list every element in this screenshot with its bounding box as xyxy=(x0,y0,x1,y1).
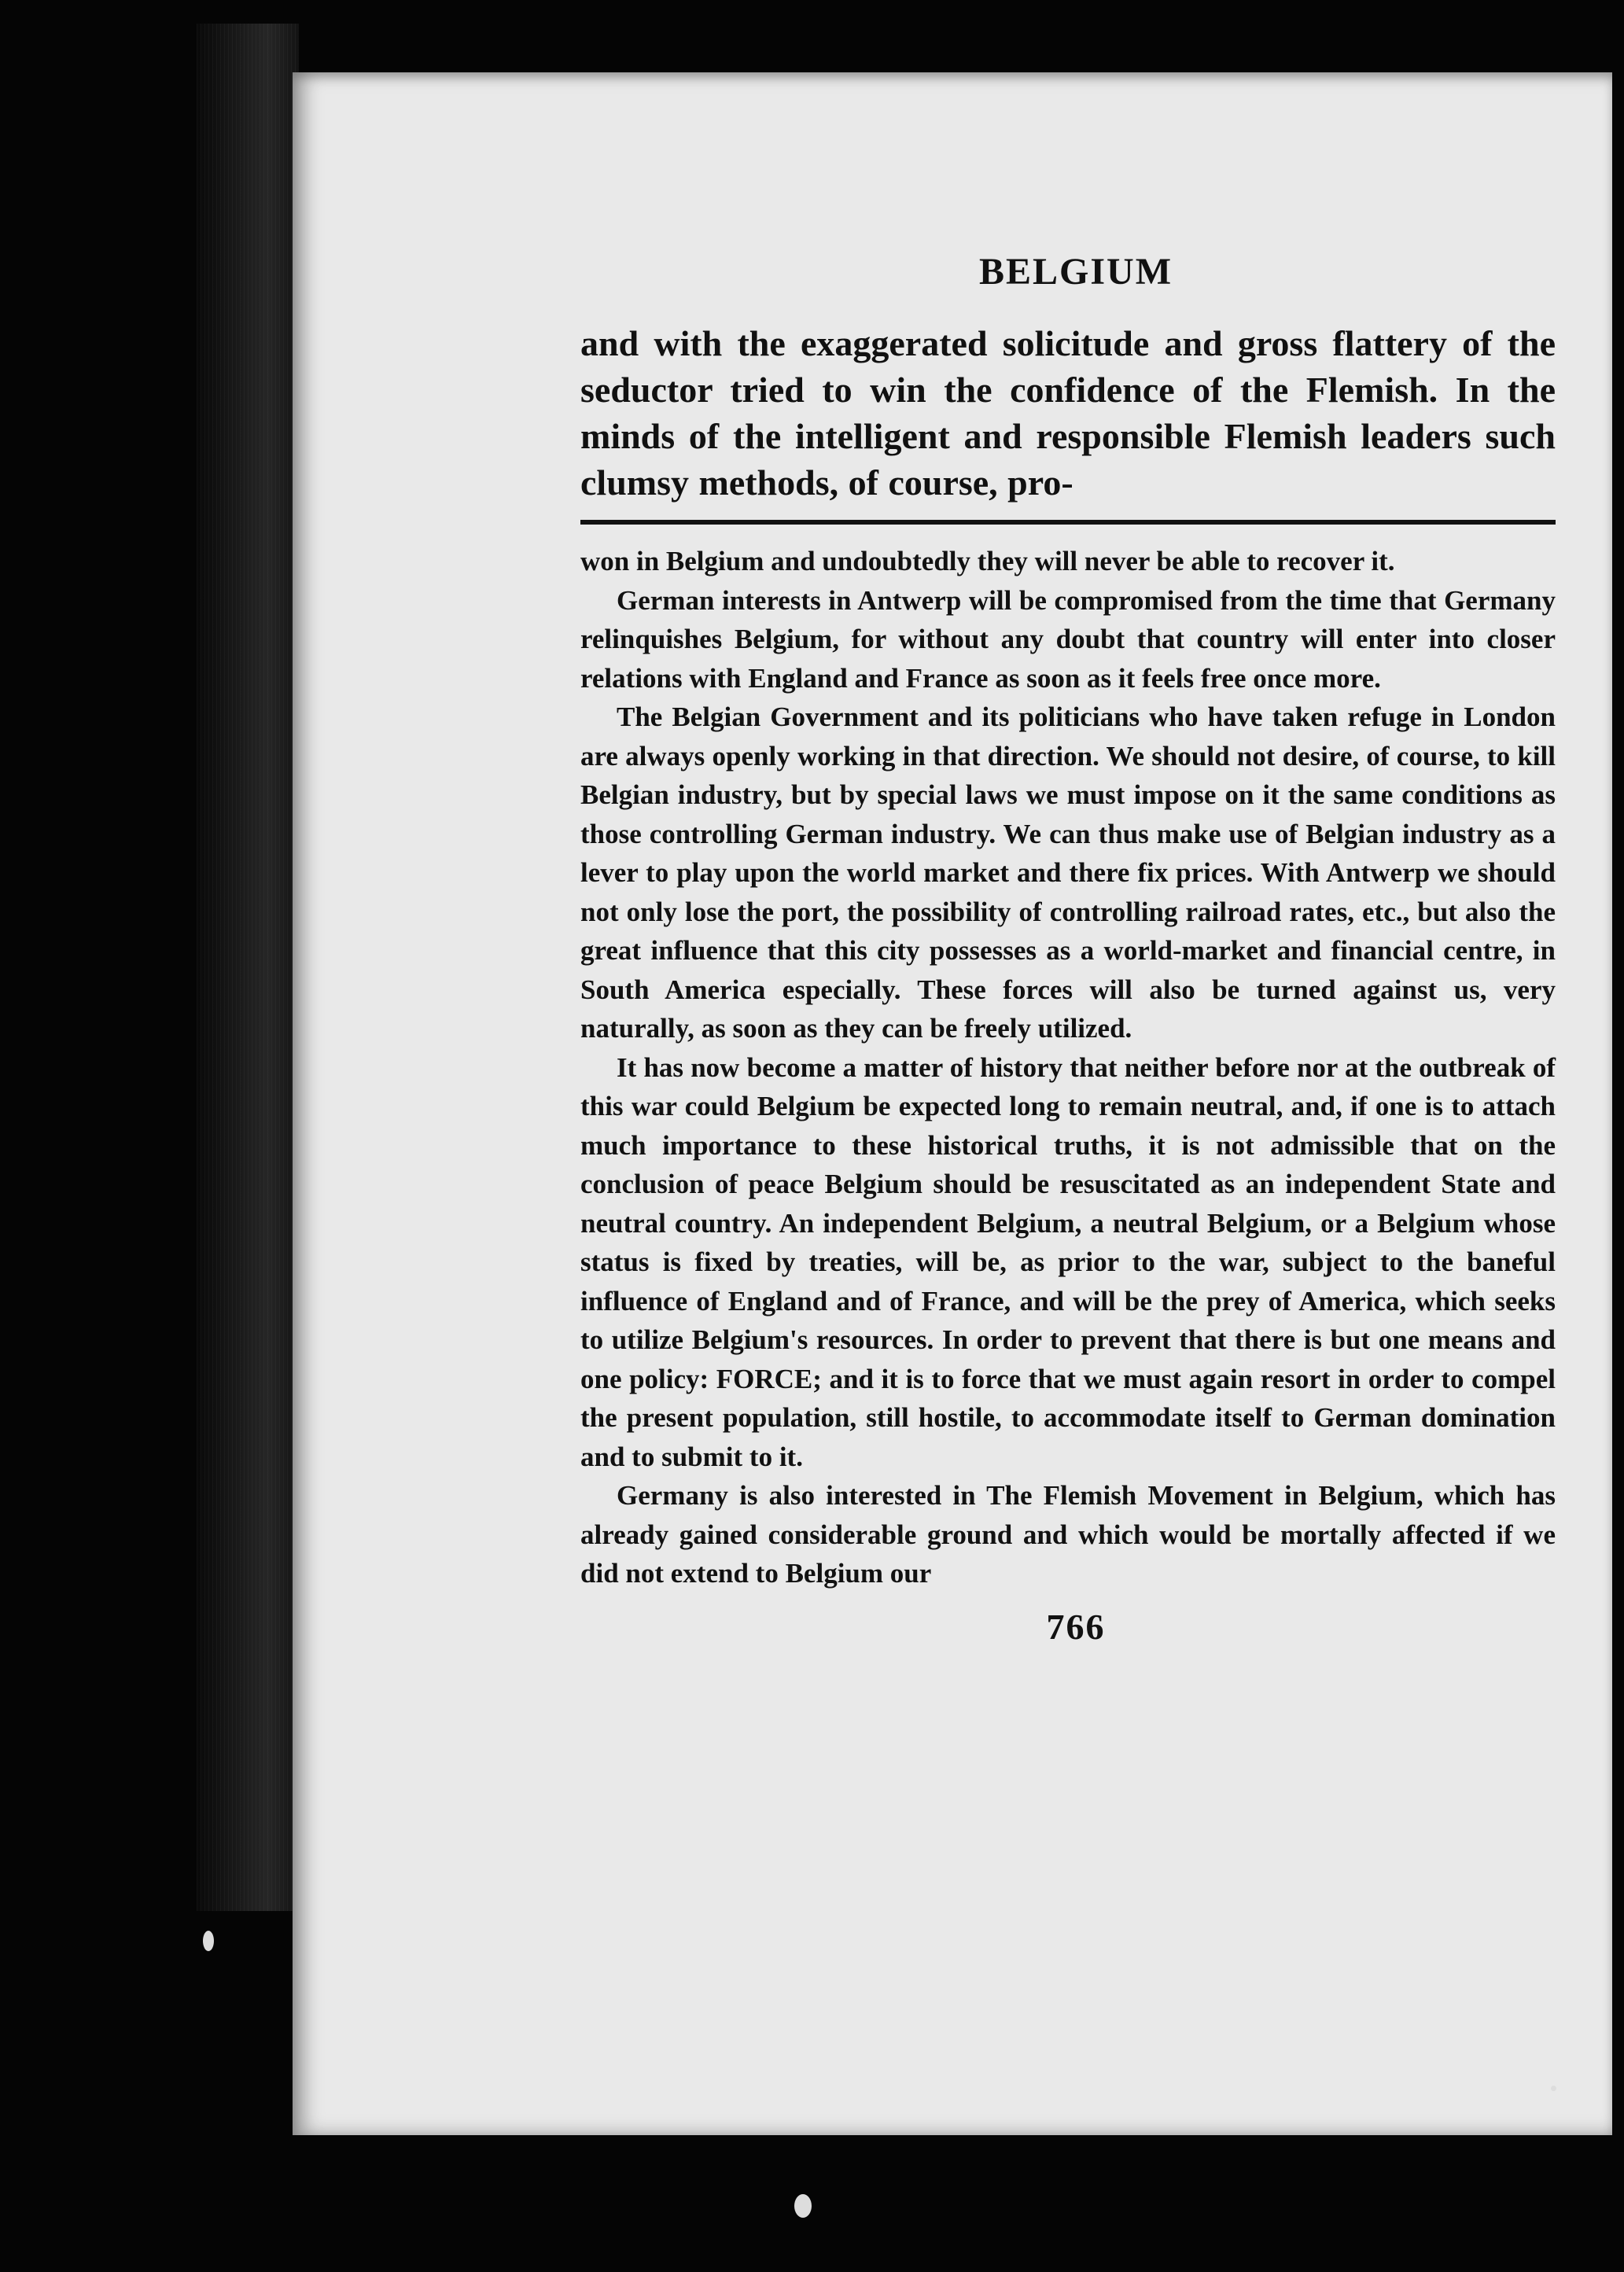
scan-speck xyxy=(794,2194,812,2218)
scan-speck xyxy=(1551,2086,1556,2091)
footnote-paragraph-1: won in Belgium and undoubtedly they will never be able to recover it. xyxy=(580,546,1395,576)
text-block xyxy=(580,250,1556,1648)
footnote-divider xyxy=(580,520,1556,525)
footnote-paragraph-3: The Belgian Government and its politicians who have taken refuge in London are always openly working in that direction. We should not desire, of course, to kill Belgian industry, but by special laws we must impose on it the same conditions as those controlling German industry. We can thus make use of Belgian industry as a lever to play upon the world market and there fix prices. With Antwerp we should not only lose the port, the possibility of controlling railroad rates, etc., but also the great influence that this city possesses as a world-market and financial centre, in South America especially. These forces will also be turned against us, very naturally, as soon as they can be freely utilized. xyxy=(580,701,1556,1044)
main-text xyxy=(580,320,1556,506)
footnote-paragraph-2: German interests in Antwerp will be compromised from the time that Germany relinquishes Belgium, for without any doubt that country will enter into closer relations with England and France as soon as it feels free once more. xyxy=(580,584,1556,694)
running-head: BELGIUM xyxy=(978,251,1173,293)
book-binding-edge xyxy=(197,24,299,1911)
footnote-paragraph-4: It has now become a matter of history that neither before nor at the outbreak of this war could Belgium be expected long to remain neutral, and, if one is to attach much importance to these historical truths, it is not admissible that on the conclusion of peace Belgium should be resuscitated as an independent State and neutral country. An independent Belgium, a neutral Belgium, or a Belgium whose status is fixed by treaties, will be, as prior to the war, subject to the baneful influence of England and of France, and will be the prey of America, which seeks to utilize Belgium's resources. In order to prevent that there is but one means and one policy: FORCE; and it is to force that we must again resort in order to compel the present population, still hostile, to accommodate itself to German domination and to submit to it. xyxy=(580,1051,1556,1472)
scan-speck xyxy=(203,1931,214,1951)
book-page xyxy=(293,72,1612,2135)
main-paragraph: and with the exaggerated solicitude and gross flattery of the seductor tried to win the confidence of the Flemish. In the minds of the intelligent and responsible Flemish leaders such clumsy methods, of course, pro- xyxy=(580,323,1556,503)
footnote-paragraph-5: Germany is also interested in The Flemish Movement in Belgium, which has already gained considerable ground and which would be mortally affected if we did not extend to Belgium our xyxy=(580,1480,1556,1589)
footnote xyxy=(580,542,1556,1593)
page-number: 766 xyxy=(1046,1606,1106,1647)
